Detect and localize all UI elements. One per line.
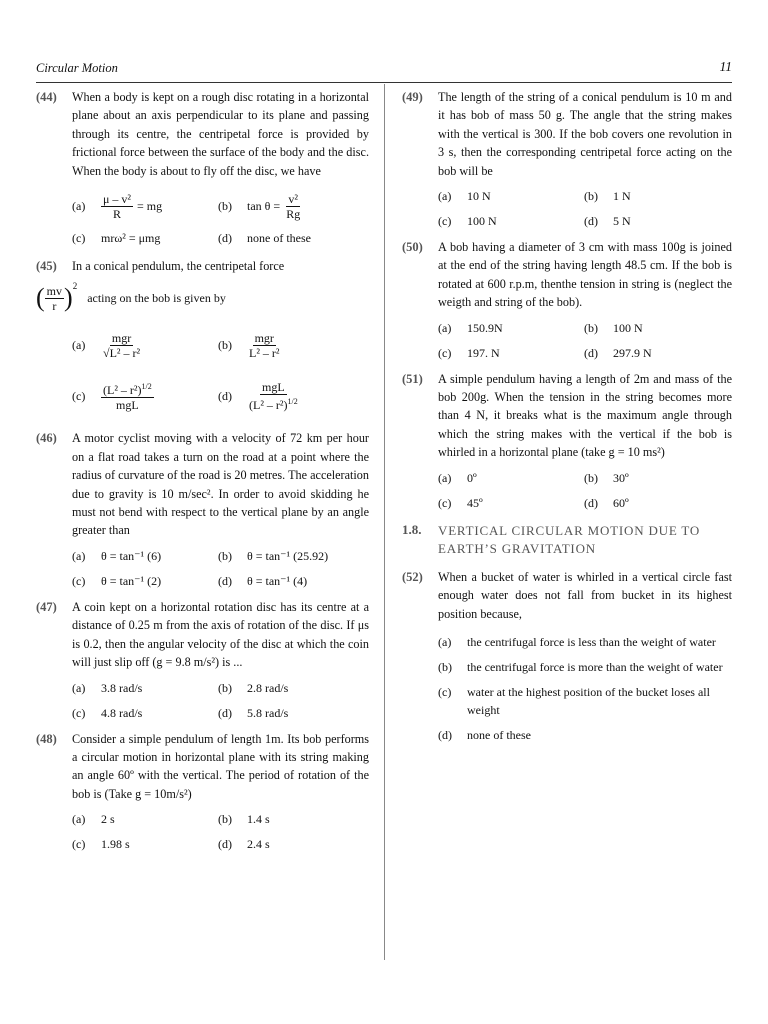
option-label: (a) (72, 337, 86, 352)
formula-fraction: $\frac{\text{μ – v²}}{R}$ (103, 191, 132, 221)
option-c[interactable]: (c) 4.8 rad/s (72, 705, 143, 720)
option-d[interactable]: (d) none of these (438, 727, 531, 742)
option-c[interactable]: (c) 45º (438, 495, 483, 510)
option-a[interactable]: (a) 0º (438, 470, 477, 485)
question-number: (46) (36, 431, 57, 446)
option-label: (b) (218, 337, 232, 352)
option-a[interactable]: (a) 2 s (72, 812, 115, 827)
formula-fraction: $\frac{(L^2 - r^2)^{1/2}}{\text{mgL}}$ (103, 382, 152, 413)
question-44 (36, 88, 369, 251)
section-number: 1.8. (402, 521, 422, 537)
question-number: (49) (402, 90, 423, 104)
right-column (402, 88, 732, 751)
question-text: The length of the string of a conical pendulum is 10 m and it has bob of mass 50 g. The angle that the string makes with the vertical is 300. If the bob covers one revolution in 3 s, then the corresponding centripetal force acting on the bob will be (438, 90, 732, 178)
question-text: A simple pendulum having a length of 2m and mass of the bob 200g. When the tension in the string becomes more than 4 N, it breaks what is the maximum angle through which the string makes with the vertical if the bob is whirled in a horizontal plane (take g = 10 ms²) (438, 371, 732, 460)
question-number: (51) (402, 371, 423, 386)
question-47 (36, 598, 369, 726)
option-a[interactable]: (a) 3.8 rad/s (72, 680, 143, 695)
option-label: (d) (218, 231, 232, 246)
question-text: When a body is kept on a rough disc rotating in a horizontal plane about an axis perpendicular to its plane and passing through its centre, the centripetal force is provided by frictional force between the surface of the body and the disc. When the body is about to fly off the disc, we have (72, 90, 369, 178)
option-c[interactable]: (c) mrω² = μmg (72, 231, 161, 246)
question-50 (402, 238, 732, 366)
option-label: (d) (218, 388, 232, 403)
question-number: (50) (402, 240, 423, 255)
question-49 (402, 88, 732, 234)
question-46 (36, 429, 369, 593)
option-label: (a) (72, 198, 86, 213)
option-b[interactable]: (b) 30º (584, 470, 629, 485)
chapter-title: Circular Motion (36, 61, 118, 75)
question-52 (402, 568, 732, 744)
option-a[interactable]: (a) the centrifugal force is less than the weight of water (438, 634, 716, 649)
formula-fraction: $\frac{\text{v²}}{Rg}$ (286, 191, 301, 221)
option-a[interactable]: (a) $\frac{\text{μ – v²}}{R}$ = mg (72, 191, 163, 221)
option-c[interactable]: (c) 1.98 s (72, 837, 130, 852)
page-header (36, 58, 732, 83)
question-text: A motor cyclist moving with a velocity of 72 km per hour on a flat road takes a turn on the road at a point where the radius of curvature of the road is 20 metres. The acceleration due to gravity is 10 m/sec². In order to avoid skidding he must not bend with respect to the vertical plane by an angle greater than (72, 431, 369, 538)
option-d[interactable]: (d) θ = tan⁻¹ (4) (218, 573, 308, 588)
question-text: A bob having a diameter of 3 cm with mass 100g is joined at the end of the string having length 48.5 cm. If the bob is rotated at 600 r.p.m, thenthe tension in string is (neglect the weigth and string of the bob). (438, 240, 732, 310)
option-c[interactable] (72, 367, 218, 425)
left-column (36, 88, 369, 861)
option-label: (c) (72, 388, 86, 403)
option-b[interactable]: (b) 100 N (584, 320, 643, 335)
option-b[interactable]: (b) 2.8 rad/s (218, 680, 289, 695)
section-title: VERTICAL CIRCULAR MOTION DUE TO EARTH’S GRAVITATION (438, 522, 701, 556)
option-label: (b) (218, 198, 232, 213)
option-label: (c) (72, 231, 86, 246)
option-c[interactable]: (c) θ = tan⁻¹ (2) (72, 573, 162, 588)
option-b[interactable] (218, 323, 369, 367)
question-45 (36, 257, 369, 425)
option-d[interactable]: (d) 2.4 s (218, 837, 270, 852)
question-number: (52) (402, 569, 423, 584)
option-d[interactable]: (d) 5 N (584, 214, 631, 229)
question-text: When a bucket of water is whirled in a vertical circle fast enough water does not fall from bucket in its highest position because, (438, 569, 732, 621)
option-d[interactable]: (d) 297.9 N (584, 345, 652, 360)
question-51 (402, 370, 732, 516)
column-divider (384, 84, 385, 960)
question-number: (44) (36, 90, 57, 104)
option-c[interactable]: (c) 100 N (438, 214, 497, 229)
option-a[interactable]: (a) 10 N (438, 189, 491, 204)
option-d[interactable]: (d) none of these (218, 231, 311, 246)
option-b[interactable]: (b) 1.4 s (218, 812, 270, 827)
question-number: (48) (36, 731, 57, 746)
question-48 (36, 730, 369, 858)
section-heading (402, 522, 732, 558)
option-d[interactable] (218, 367, 369, 425)
formula-fraction: $\frac{\text{mgr}}{\text{L² – r²}}$ (249, 330, 280, 360)
option-b[interactable]: (b) tan θ = $\frac{\text{v²}}{Rg}$ (218, 191, 301, 221)
question-text: In a conical pendulum, the centripetal force (72, 259, 285, 274)
question-number: (47) (36, 599, 57, 614)
formula-fraction: $\frac{\text{mgL}}{(L^2 - r^2)^{1/2}}$ (249, 380, 298, 413)
question-text: A coin kept on a horizontal rotation disc has its centre at a distance of 0.25 m from the axis of rotation of the disc. If μs is 0.2, then the angular velocity of the disc at which the coin will just slip off (g = 9.8 m/s²) is ... (72, 599, 369, 670)
option-b[interactable]: (b) θ = tan⁻¹ (25.92) (218, 548, 329, 563)
page-number: 11 (719, 59, 732, 74)
option-a[interactable] (72, 323, 218, 367)
option-d[interactable]: (d) 5.8 rad/s (218, 705, 289, 720)
option-b[interactable]: (b) the centrifugal force is more than the weight of water (438, 659, 723, 674)
question-number: (45) (36, 259, 57, 274)
question-text: Consider a simple pendulum of length 1m. Its bob performs a circular motion in horizontal plane with its string making an angle 60º with the vertical. The period of rotation of the bob is (Take g = 10m/s²) (72, 731, 369, 801)
formula-fraction: $\frac{\text{mgr}}{\text{√L² – r²}}$ (103, 330, 141, 360)
option-a[interactable]: (a) 150.9N (438, 320, 503, 335)
option-c[interactable]: (c) water at the highest position of the bucket loses all weight (438, 684, 710, 717)
option-c[interactable]: (c) 197. N (438, 345, 500, 360)
option-b[interactable]: (b) 1 N (584, 189, 631, 204)
force-expression: ( $\frac{mv}{r}$ ) $^2$ acting on the bob is given by (36, 281, 226, 313)
option-a[interactable]: (a) θ = tan⁻¹ (6) (72, 548, 162, 563)
option-d[interactable]: (d) 60º (584, 495, 629, 510)
